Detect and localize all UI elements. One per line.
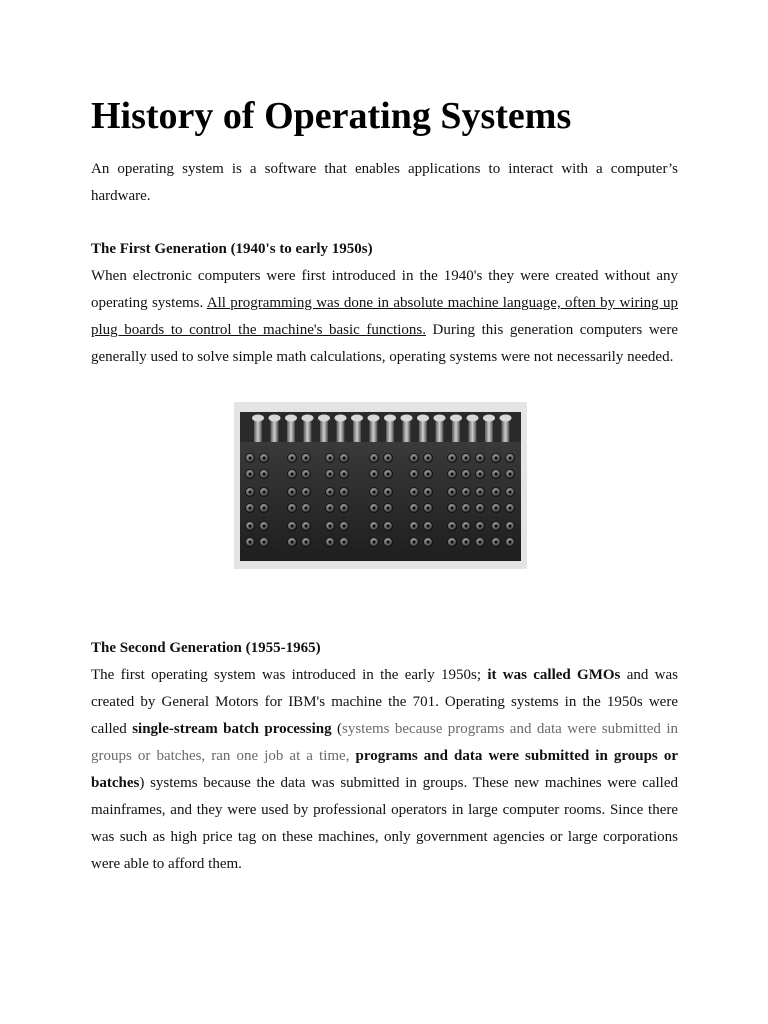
plug-jack-hole [478, 540, 481, 543]
plug-jack-hole [386, 456, 389, 459]
plug-jack-hole [342, 490, 345, 493]
plug-jack-hole [508, 472, 511, 475]
plug-jack-hole [342, 472, 345, 475]
plug-jack-hole [464, 456, 467, 459]
plug-jack-hole [372, 540, 375, 543]
knob-cap [351, 415, 363, 422]
first-generation-underlined-text: All programming was done in absolute machine language, often by wiring up plug boards to control the machine's basic functions. [91, 295, 678, 338]
plug-jack-hole [464, 540, 467, 543]
intro-paragraph: An operating system is a software that enables applications to interact with a computer’s hardware. [91, 161, 678, 204]
plug-jack-hole [290, 540, 293, 543]
second-generation-bold-gmos: it was called GMOs [487, 667, 621, 683]
plug-jack-hole [304, 506, 307, 509]
plug-jack-hole [372, 456, 375, 459]
second-generation-bold-groups: programs and data were submitted in groups or batches [91, 748, 678, 791]
plugboard-image [234, 402, 527, 569]
plug-jack-hole [494, 540, 497, 543]
second-generation-text-3: and was created by General Motors for IBM's machine the 701. Operating systems in the 1950s were called [91, 667, 678, 737]
plug-jack-hole [464, 524, 467, 527]
plug-jack-hole [464, 490, 467, 493]
knob-cap [368, 415, 380, 422]
knob-backing [240, 412, 521, 444]
knob-cap [483, 415, 495, 422]
plug-jack-hole [450, 490, 453, 493]
knob-cap [318, 415, 330, 422]
plug-jack-hole [412, 524, 415, 527]
plug-jack-hole [412, 490, 415, 493]
plug-jack-hole [328, 506, 331, 509]
plug-jack-hole [426, 524, 429, 527]
plug-jack-hole [262, 472, 265, 475]
knob-cap [450, 415, 462, 422]
plug-jack-hole [508, 490, 511, 493]
knob-cap [401, 415, 413, 422]
second-generation-bold-batch: single-stream batch processing [132, 721, 332, 737]
plug-jack-hole [508, 540, 511, 543]
plug-jack-hole [494, 472, 497, 475]
plug-jack-hole [290, 490, 293, 493]
plug-jack-hole [478, 456, 481, 459]
knob-cap [417, 415, 429, 422]
plug-jack-hole [478, 472, 481, 475]
knob-cap [252, 415, 264, 422]
plug-jack-hole [494, 506, 497, 509]
plug-jack-hole [372, 490, 375, 493]
plug-jack-hole [450, 506, 453, 509]
knob-cap [335, 415, 347, 422]
plug-jack-hole [304, 472, 307, 475]
second-generation-grey-text: systems because programs and data were submitted in groups or batches, ran one job at a time, [91, 721, 678, 764]
plug-jack-hole [412, 506, 415, 509]
plug-jack-hole [342, 540, 345, 543]
second-generation-text-5: ( [331, 721, 342, 737]
plug-jack-hole [248, 524, 251, 527]
knob-cap [302, 415, 314, 422]
knob-cap [285, 415, 297, 422]
plug-jack-hole [386, 490, 389, 493]
plug-jack-hole [328, 524, 331, 527]
plug-jack-hole [494, 524, 497, 527]
plug-jack-hole [248, 472, 251, 475]
plug-jack-hole [342, 506, 345, 509]
plug-jack-hole [426, 540, 429, 543]
plug-jack-hole [386, 472, 389, 475]
knob-cap [434, 415, 446, 422]
knob-cap [500, 415, 512, 422]
plug-jack-hole [464, 506, 467, 509]
plug-jack-hole [304, 524, 307, 527]
plug-jack-hole [304, 456, 307, 459]
plug-jack-hole [412, 456, 415, 459]
plug-jack-hole [426, 490, 429, 493]
plug-jack-hole [426, 506, 429, 509]
plug-jack-hole [478, 506, 481, 509]
plug-jack-hole [508, 524, 511, 527]
first-generation-text-a: When electronic computers were first introduced in the 1940's they were created without any operating systems. [91, 268, 678, 311]
plug-jack-hole [290, 456, 293, 459]
plug-jack-hole [248, 456, 251, 459]
plug-jack-hole [342, 456, 345, 459]
first-generation-heading: The First Generation (1940's to early 1950s) [91, 241, 373, 257]
plug-jack-hole [304, 540, 307, 543]
second-generation-paragraph [91, 662, 678, 878]
plug-jack-hole [372, 506, 375, 509]
first-generation-text-b: During this generation computers were generally used to solve simple math calculations, operating systems were not necessarily needed. [91, 322, 678, 365]
plug-jack-hole [508, 456, 511, 459]
plug-jack-hole [412, 472, 415, 475]
plug-jack-hole [262, 456, 265, 459]
plug-jack-hole [412, 540, 415, 543]
plug-jack-hole [262, 540, 265, 543]
second-generation-text-1: The first operating system was introduced in the early 1950s; [91, 667, 488, 683]
second-generation-heading: The Second Generation (1955-1965) [91, 640, 321, 656]
plug-jack-hole [450, 472, 453, 475]
plug-jack-hole [342, 524, 345, 527]
plug-jack-hole [386, 524, 389, 527]
plug-jack-hole [450, 456, 453, 459]
plug-jack-hole [494, 456, 497, 459]
plug-jack-hole [426, 472, 429, 475]
plug-jack-hole [262, 506, 265, 509]
plugboard-photo [234, 402, 527, 569]
plug-jack-hole [328, 540, 331, 543]
plug-jack-hole [248, 490, 251, 493]
plug-jack-hole [328, 472, 331, 475]
plug-jack-hole [386, 506, 389, 509]
plug-jack-hole [328, 490, 331, 493]
plug-jack-hole [248, 506, 251, 509]
plug-jack-hole [508, 506, 511, 509]
plug-jack-hole [248, 540, 251, 543]
plug-jack-hole [290, 472, 293, 475]
plug-jack-hole [304, 490, 307, 493]
plug-jack-hole [478, 490, 481, 493]
page-title: History of Operating Systems [91, 95, 572, 137]
plug-jack-hole [478, 524, 481, 527]
plug-jack-hole [450, 540, 453, 543]
knob-cap [269, 415, 281, 422]
first-generation-paragraph [91, 263, 678, 371]
knob-cap [467, 415, 479, 422]
plug-jack-hole [426, 456, 429, 459]
plug-jack-hole [372, 524, 375, 527]
plug-jack-hole [464, 472, 467, 475]
plug-jack-hole [328, 456, 331, 459]
plug-jack-hole [290, 506, 293, 509]
plug-jack-hole [450, 524, 453, 527]
plug-jack-hole [262, 490, 265, 493]
plug-jack-hole [372, 472, 375, 475]
plug-jack-hole [290, 524, 293, 527]
knob-row [240, 412, 521, 444]
plug-jack-hole [386, 540, 389, 543]
knob-cap [384, 415, 396, 422]
plug-jack-hole [262, 524, 265, 527]
plug-jack-hole [494, 490, 497, 493]
second-generation-text-8: ) systems because the data was submitted in groups. These new machines were called mainframes, and they were used by professional operators in large computer rooms. Since there was such as high price tag on these machines, only government agencies or large corporations were able to afford them. [91, 775, 678, 872]
